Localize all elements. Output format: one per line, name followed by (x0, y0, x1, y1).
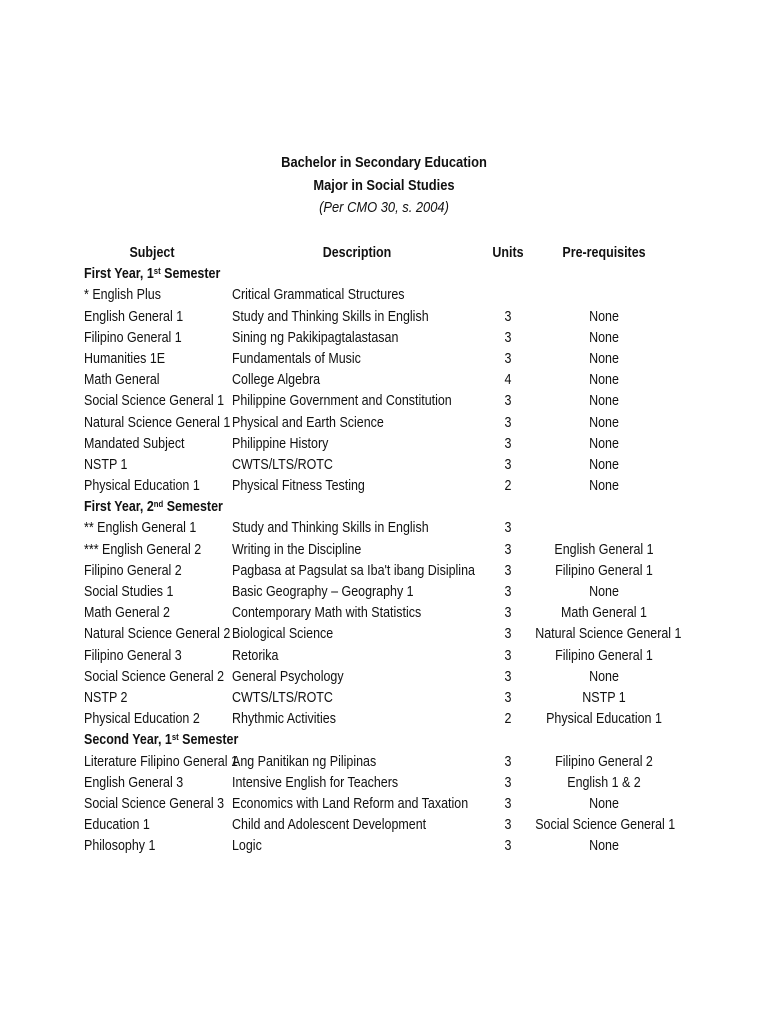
table-row (84, 688, 684, 709)
description-cell: Philippine History (232, 435, 329, 452)
units-cell: 3 (504, 329, 512, 346)
subject-cell: NSTP 2 (84, 689, 128, 706)
prereq-cell: None (589, 350, 619, 367)
prereq-cell: English 1 & 2 (567, 774, 641, 791)
major-title: Major in Social Studies (313, 177, 455, 194)
prereq-cell: None (589, 838, 619, 855)
subject-cell: Philosophy 1 (84, 838, 156, 855)
prereq-cell: Filipino General 2 (555, 753, 653, 770)
units-cell: 2 (504, 478, 512, 495)
subject-cell: English General 3 (84, 774, 184, 791)
section-heading (84, 497, 684, 518)
section-title: First Year, 1st Semester (84, 266, 221, 283)
description-cell: Ang Panitikan ng Pilipinas (232, 753, 377, 770)
prereq-cell: Social Science General 1 (535, 817, 676, 834)
prereq-cell: Filipino General 1 (555, 647, 653, 664)
prereq-cell: None (589, 584, 619, 600)
prereq-cell: None (589, 372, 619, 389)
table-row (84, 518, 684, 539)
prereq-cell: None (589, 795, 619, 812)
program-title: Bachelor in Secondary Education (281, 154, 487, 171)
table-row (84, 434, 684, 455)
description-cell: Basic Geography – Geography 1 (232, 584, 414, 600)
prereq-cell: None (589, 414, 619, 431)
description-cell: Logic (232, 838, 262, 855)
subject-cell: Social Science General 3 (84, 795, 225, 812)
description-cell: Critical Grammatical Structures (232, 287, 405, 304)
units-cell: 3 (504, 414, 512, 431)
subject-cell: Physical Education 2 (84, 711, 200, 728)
description-cell: College Algebra (232, 372, 321, 389)
table-row (84, 561, 684, 582)
subject-cell: Filipino General 3 (84, 647, 182, 664)
subject-cell: *** English General 2 (84, 541, 202, 558)
table-row (84, 413, 684, 434)
prereq-cell: None (589, 329, 619, 346)
section-title: Second Year, 1st Semester (84, 732, 239, 749)
table-row (84, 815, 684, 836)
description-cell: CWTS/LTS/ROTC (232, 689, 333, 706)
prereq-cell: None (589, 435, 619, 452)
curriculum-table (84, 243, 684, 857)
table-row (84, 667, 684, 688)
table-row (84, 794, 684, 815)
subject-cell: Social Science General 2 (84, 668, 225, 685)
units-cell: 3 (504, 435, 512, 452)
subject-cell: Literature Filipino General 1 (84, 753, 238, 770)
header-description: Description (322, 245, 392, 261)
units-cell: 3 (504, 350, 512, 367)
subject-cell: Natural Science General 1 (84, 414, 231, 431)
units-cell: 3 (504, 689, 512, 706)
units-cell: 4 (504, 372, 512, 389)
table-row (84, 836, 684, 857)
units-cell: 3 (504, 605, 512, 622)
prereq-cell: English General 1 (554, 541, 654, 558)
title-block (0, 151, 768, 219)
table-row (84, 476, 684, 497)
cmo-reference: (Per CMO 30, s. 2004) (319, 199, 449, 216)
description-cell: Biological Science (232, 626, 334, 643)
table-row (84, 285, 684, 306)
units-cell: 3 (504, 838, 512, 855)
description-cell: CWTS/LTS/ROTC (232, 456, 333, 473)
subject-cell: Natural Science General 2 (84, 626, 231, 643)
description-cell: Philippine Government and Constitution (232, 393, 452, 410)
table-row (84, 455, 684, 476)
units-cell: 3 (504, 817, 512, 834)
prereq-cell: Natural Science General 1 (535, 626, 682, 643)
units-cell: 3 (504, 753, 512, 770)
units-cell: 3 (504, 774, 512, 791)
prereq-cell: Math General 1 (561, 605, 647, 622)
table-row (84, 752, 684, 773)
subject-cell: Education 1 (84, 817, 150, 834)
table-row (84, 773, 684, 794)
header-prerequisites: Pre-requisites (562, 245, 646, 261)
table-row (84, 709, 684, 730)
subject-cell: Physical Education 1 (84, 478, 200, 495)
description-cell: Child and Adolescent Development (232, 817, 427, 834)
description-cell: Physical and Earth Science (232, 414, 384, 431)
section-heading (84, 264, 684, 285)
subject-cell: NSTP 1 (84, 456, 128, 473)
prereq-cell: None (589, 393, 619, 410)
units-cell: 3 (504, 308, 512, 325)
prereq-cell: None (589, 478, 619, 495)
description-cell: Intensive English for Teachers (232, 774, 399, 791)
description-cell: Study and Thinking Skills in English (232, 308, 429, 325)
description-cell: Economics with Land Reform and Taxation (232, 795, 469, 812)
table-row (84, 370, 684, 391)
subject-cell: Math General (84, 372, 160, 389)
units-cell: 3 (504, 541, 512, 558)
table-row (84, 582, 684, 603)
description-cell: Pagbasa at Pagsulat sa Iba't ibang Disiplina (232, 562, 475, 579)
subject-cell: * English Plus (84, 287, 161, 304)
description-cell: General Psychology (232, 668, 344, 685)
header-subject: Subject (129, 245, 175, 261)
section-heading (84, 730, 684, 751)
section-title: First Year, 2nd Semester (84, 499, 223, 516)
subject-cell: Social Science General 1 (84, 393, 225, 410)
units-cell: 3 (504, 456, 512, 473)
units-cell: 3 (504, 562, 512, 579)
description-cell: Writing in the Discipline (232, 541, 362, 558)
subject-cell: Filipino General 1 (84, 329, 182, 346)
subject-cell: Mandated Subject (84, 435, 185, 452)
subject-cell: Math General 2 (84, 605, 170, 622)
subject-cell: Filipino General 2 (84, 562, 182, 579)
subject-cell: ** English General 1 (84, 520, 197, 537)
table-row (84, 540, 684, 561)
description-cell: Rhythmic Activities (232, 711, 336, 728)
units-cell: 3 (504, 393, 512, 410)
table-header (84, 243, 684, 264)
units-cell: 3 (504, 520, 512, 537)
table-row (84, 646, 684, 667)
table-row (84, 307, 684, 328)
table-row (84, 603, 684, 624)
prereq-cell: None (589, 456, 619, 473)
description-cell: Fundamentals of Music (232, 350, 361, 367)
description-cell: Sining ng Pakikipagtalastasan (232, 329, 399, 346)
description-cell: Study and Thinking Skills in English (232, 520, 429, 537)
description-cell: Physical Fitness Testing (232, 478, 365, 495)
table-row (84, 328, 684, 349)
prereq-cell: Filipino General 1 (555, 562, 653, 579)
description-cell: Contemporary Math with Statistics (232, 605, 422, 622)
table-row (84, 349, 684, 370)
units-cell: 3 (504, 668, 512, 685)
description-cell: Retorika (232, 647, 279, 664)
prereq-cell: None (589, 308, 619, 325)
table-row (84, 624, 684, 645)
subject-cell: English General 1 (84, 308, 184, 325)
subject-cell: Humanities 1E (84, 350, 166, 367)
table-row (84, 391, 684, 412)
units-cell: 3 (504, 584, 512, 600)
header-units: Units (492, 245, 524, 261)
units-cell: 3 (504, 795, 512, 812)
prereq-cell: Physical Education 1 (546, 711, 662, 728)
units-cell: 3 (504, 647, 512, 664)
prereq-cell: None (589, 668, 619, 685)
units-cell: 2 (504, 711, 512, 728)
subject-cell: Social Studies 1 (84, 584, 174, 600)
prereq-cell: NSTP 1 (582, 689, 626, 706)
units-cell: 3 (504, 626, 512, 643)
